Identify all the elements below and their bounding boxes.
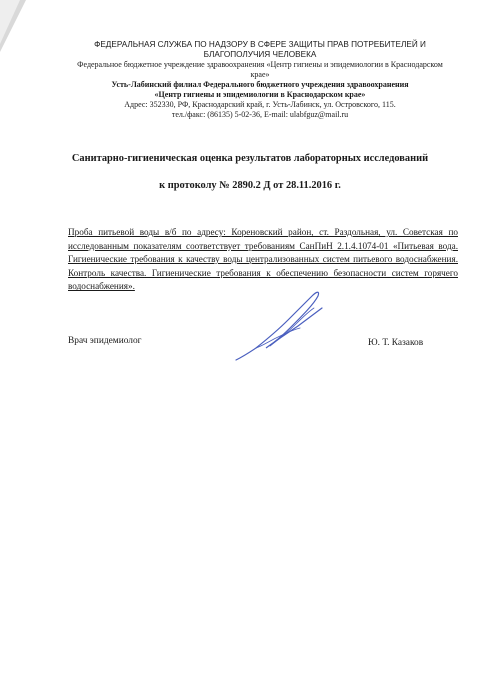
folded-page-corner-inner	[0, 0, 20, 44]
institution-name-line1: Федеральное бюджетное учреждение здравоохранения «Центр гигиены и эпидемиологии в Краснодарском	[77, 60, 443, 69]
assessment-text	[68, 226, 458, 294]
contacts-line: тел./факс: (86135) 5-02-36, E-mail: ulabfguz@mail.ru	[171, 110, 349, 119]
handwritten-signature	[226, 286, 346, 366]
branch-name-line2: «Центр гигиены и эпидемиологии в Краснодарском крае»	[154, 90, 366, 99]
address-line: Адрес: 352330, РФ, Краснодарский край, г. Усть-Лабинск, ул. Островского, 115.	[124, 100, 396, 109]
protocol-reference: к протоколу № 2890.2 Д от 28.11.2016 г.	[159, 180, 341, 191]
document-title: Санитарно-гигиеническая оценка результатов лабораторных исследований	[71, 153, 429, 164]
branch-name-line1: Усть-Лабинский филиал Федерального бюджетного учреждения здравоохранения	[111, 80, 409, 89]
signer-name: Ю. Т. Казаков	[368, 338, 424, 348]
agency-name-line2: БЛАГОПОЛУЧИЯ ЧЕЛОВЕКА	[203, 50, 317, 59]
assessment-text-content: Проба питьевой воды в/б по адресу: Кореновский район, ст. Раздольная, ул. Советская по исследованным показателям соответствует требованиям СанПиН 2.1.4.1074-01 «Питьевая вода. Гигиенические требования к качеству воды централизованных систем питьевого водоснабжения. Контроль качества. Гигиенические требования к обеспечению безопасности систем горячего водоснабжения».	[68, 227, 458, 292]
letterhead	[70, 40, 450, 120]
signer-role: Врач эпидемиолог	[68, 336, 142, 346]
institution-name-line2: крае»	[250, 70, 270, 79]
agency-name-line1: ФЕДЕРАЛЬНАЯ СЛУЖБА ПО НАДЗОРУ В СФЕРЕ ЗАЩИТЫ ПРАВ ПОТРЕБИТЕЛЕЙ И	[94, 40, 426, 49]
